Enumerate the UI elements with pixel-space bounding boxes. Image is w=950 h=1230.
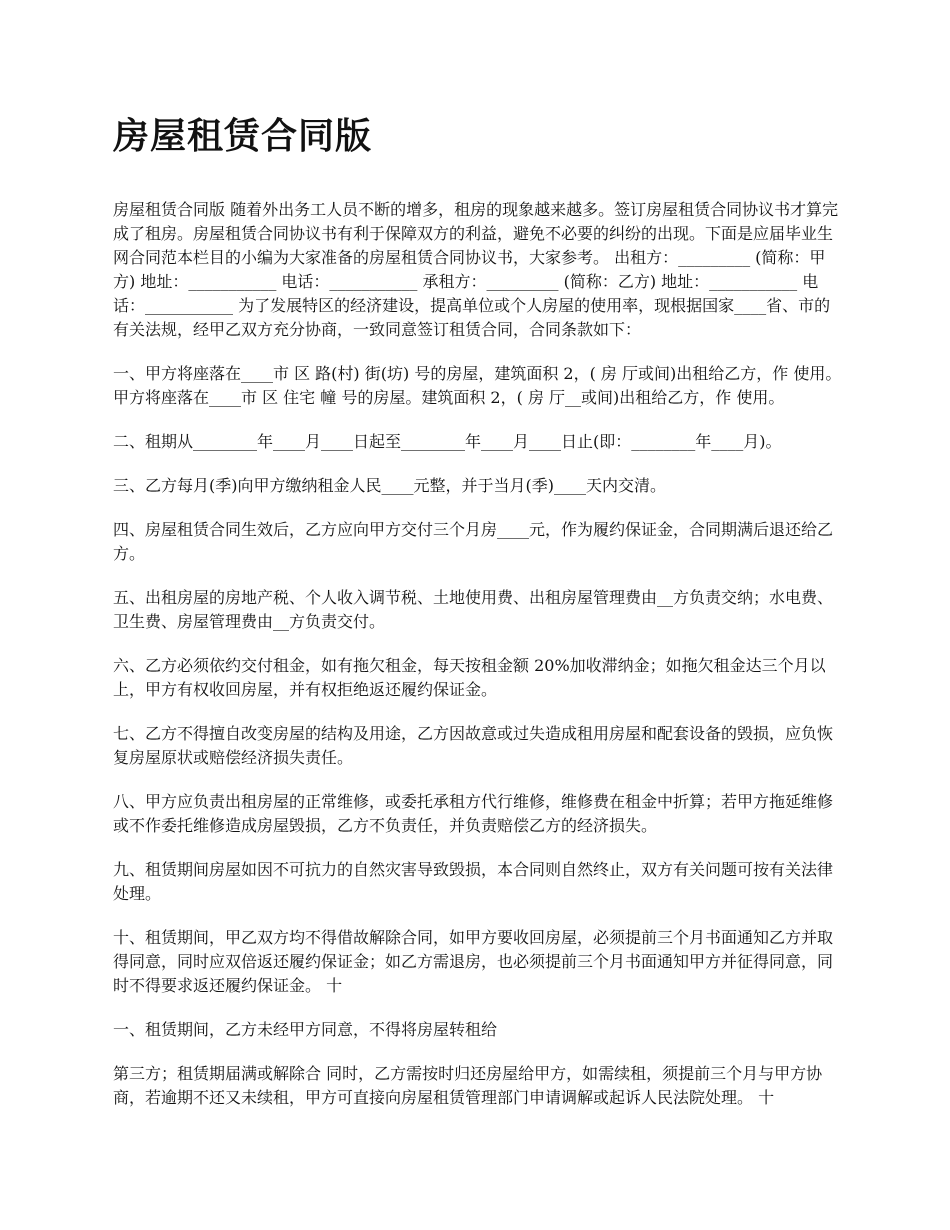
clause-11-continued-paragraph: 第三方；租赁期届满或解除合 同时，乙方需按时归还房屋给甲方，如需续租，须提前三个月与甲方协商，若逾期不还又未续租，甲方可直接向房屋租赁管理部门申请调解或起诉人民法院处理。 十 [113, 1064, 823, 1107]
document-page [113, 108, 843, 1130]
clause-8-paragraph: 八、甲方应负责出租房屋的正常维修，或委托承租方代行维修，维修费在租金中折算；若甲方拖延维修或不作委托维修造成房屋毁损，乙方不负责任，并负责赔偿乙方的经济损失。 [113, 792, 834, 835]
clause-9-paragraph: 九、租赁期间房屋如因不可抗力的自然灾害导致毁损，本合同则自然终止，双方有关问题可按有关法律处理。 [113, 860, 834, 903]
intro-paragraph: 房屋租赁合同版 随着外出务工人员不断的增多，租房的现象越来越多。签订房屋租赁合同协议书才算完成了租房。房屋租赁合同协议书有利于保障双方的利益，避免不必要的纠纷的出现。下面是应届毕业生网合同范本栏目的小编为大家准备的房屋租赁合同协议书，大家参考。 出租方：_________ (简称：甲方) 地址：___________ 电话：___________ 承租方：_________ (简称：乙方) 地址：___________ 电话：___________ 为了发展特区的经济建设，提高单位或个人房屋的使用率，现根据国家____省、市的有关法规，经甲乙双方充分协商，一致同意签订租赁合同，合同条款如下： [113, 200, 839, 339]
clause-6-paragraph: 六、乙方必须依约交付租金，如有拖欠租金，每天按租金额 20%加收滞纳金；如拖欠租金达三个月以上，甲方有权收回房屋，并有权拒绝返还履约保证金。 [113, 656, 826, 699]
document-title: 房屋租赁合同版 [113, 115, 373, 157]
clause-3-paragraph: 三、乙方每月(季)向甲方缴纳租金人民____元整，并于当月(季)____天内交清。 [113, 476, 666, 495]
clause-7-paragraph: 七、乙方不得擅自改变房屋的结构及用途，乙方因故意或过失造成租用房屋和配套设备的毁损，应负恢复房屋原状或赔偿经济损失责任。 [113, 724, 834, 767]
clause-10-paragraph: 十、租赁期间，甲乙双方均不得借故解除合同，如甲方要收回房屋，必须提前三个月书面通知乙方并取得同意，同时应双倍返还履约保证金；如乙方需退房，也必须提前三个月书面通知甲方并征得同意，同时不得要求返还履约保证金。 十 [113, 928, 834, 995]
clause-11-paragraph: 一、租赁期间，乙方未经甲方同意，不得将房屋转租给 [113, 1020, 498, 1039]
clause-4-paragraph: 四、房屋租赁合同生效后，乙方应向甲方交付三个月房____元，作为履约保证金，合同期满后退还给乙方。 [113, 520, 834, 563]
clause-5-paragraph: 五、出租房屋的房地产税、个人收入调节税、土地使用费、出租房屋管理费由__方负责交纳；水电费、卫生费、房屋管理费由__方负责交付。 [113, 588, 834, 631]
clause-2-paragraph: 二、租期从________年____月____日起至________年____月____日止(即：________年____月)。 [113, 432, 782, 451]
clause-1-paragraph: 一、甲方将座落在____市 区 路(村) 街(坊) 号的房屋，建筑面积 2，( 房 厅或间)出租给乙方，作 使用。 甲方将座落在____市 区 住宅 幢 号的房屋。建筑面积 2，( 房 厅__或间)出租给乙方，作 使用。 [113, 364, 842, 407]
